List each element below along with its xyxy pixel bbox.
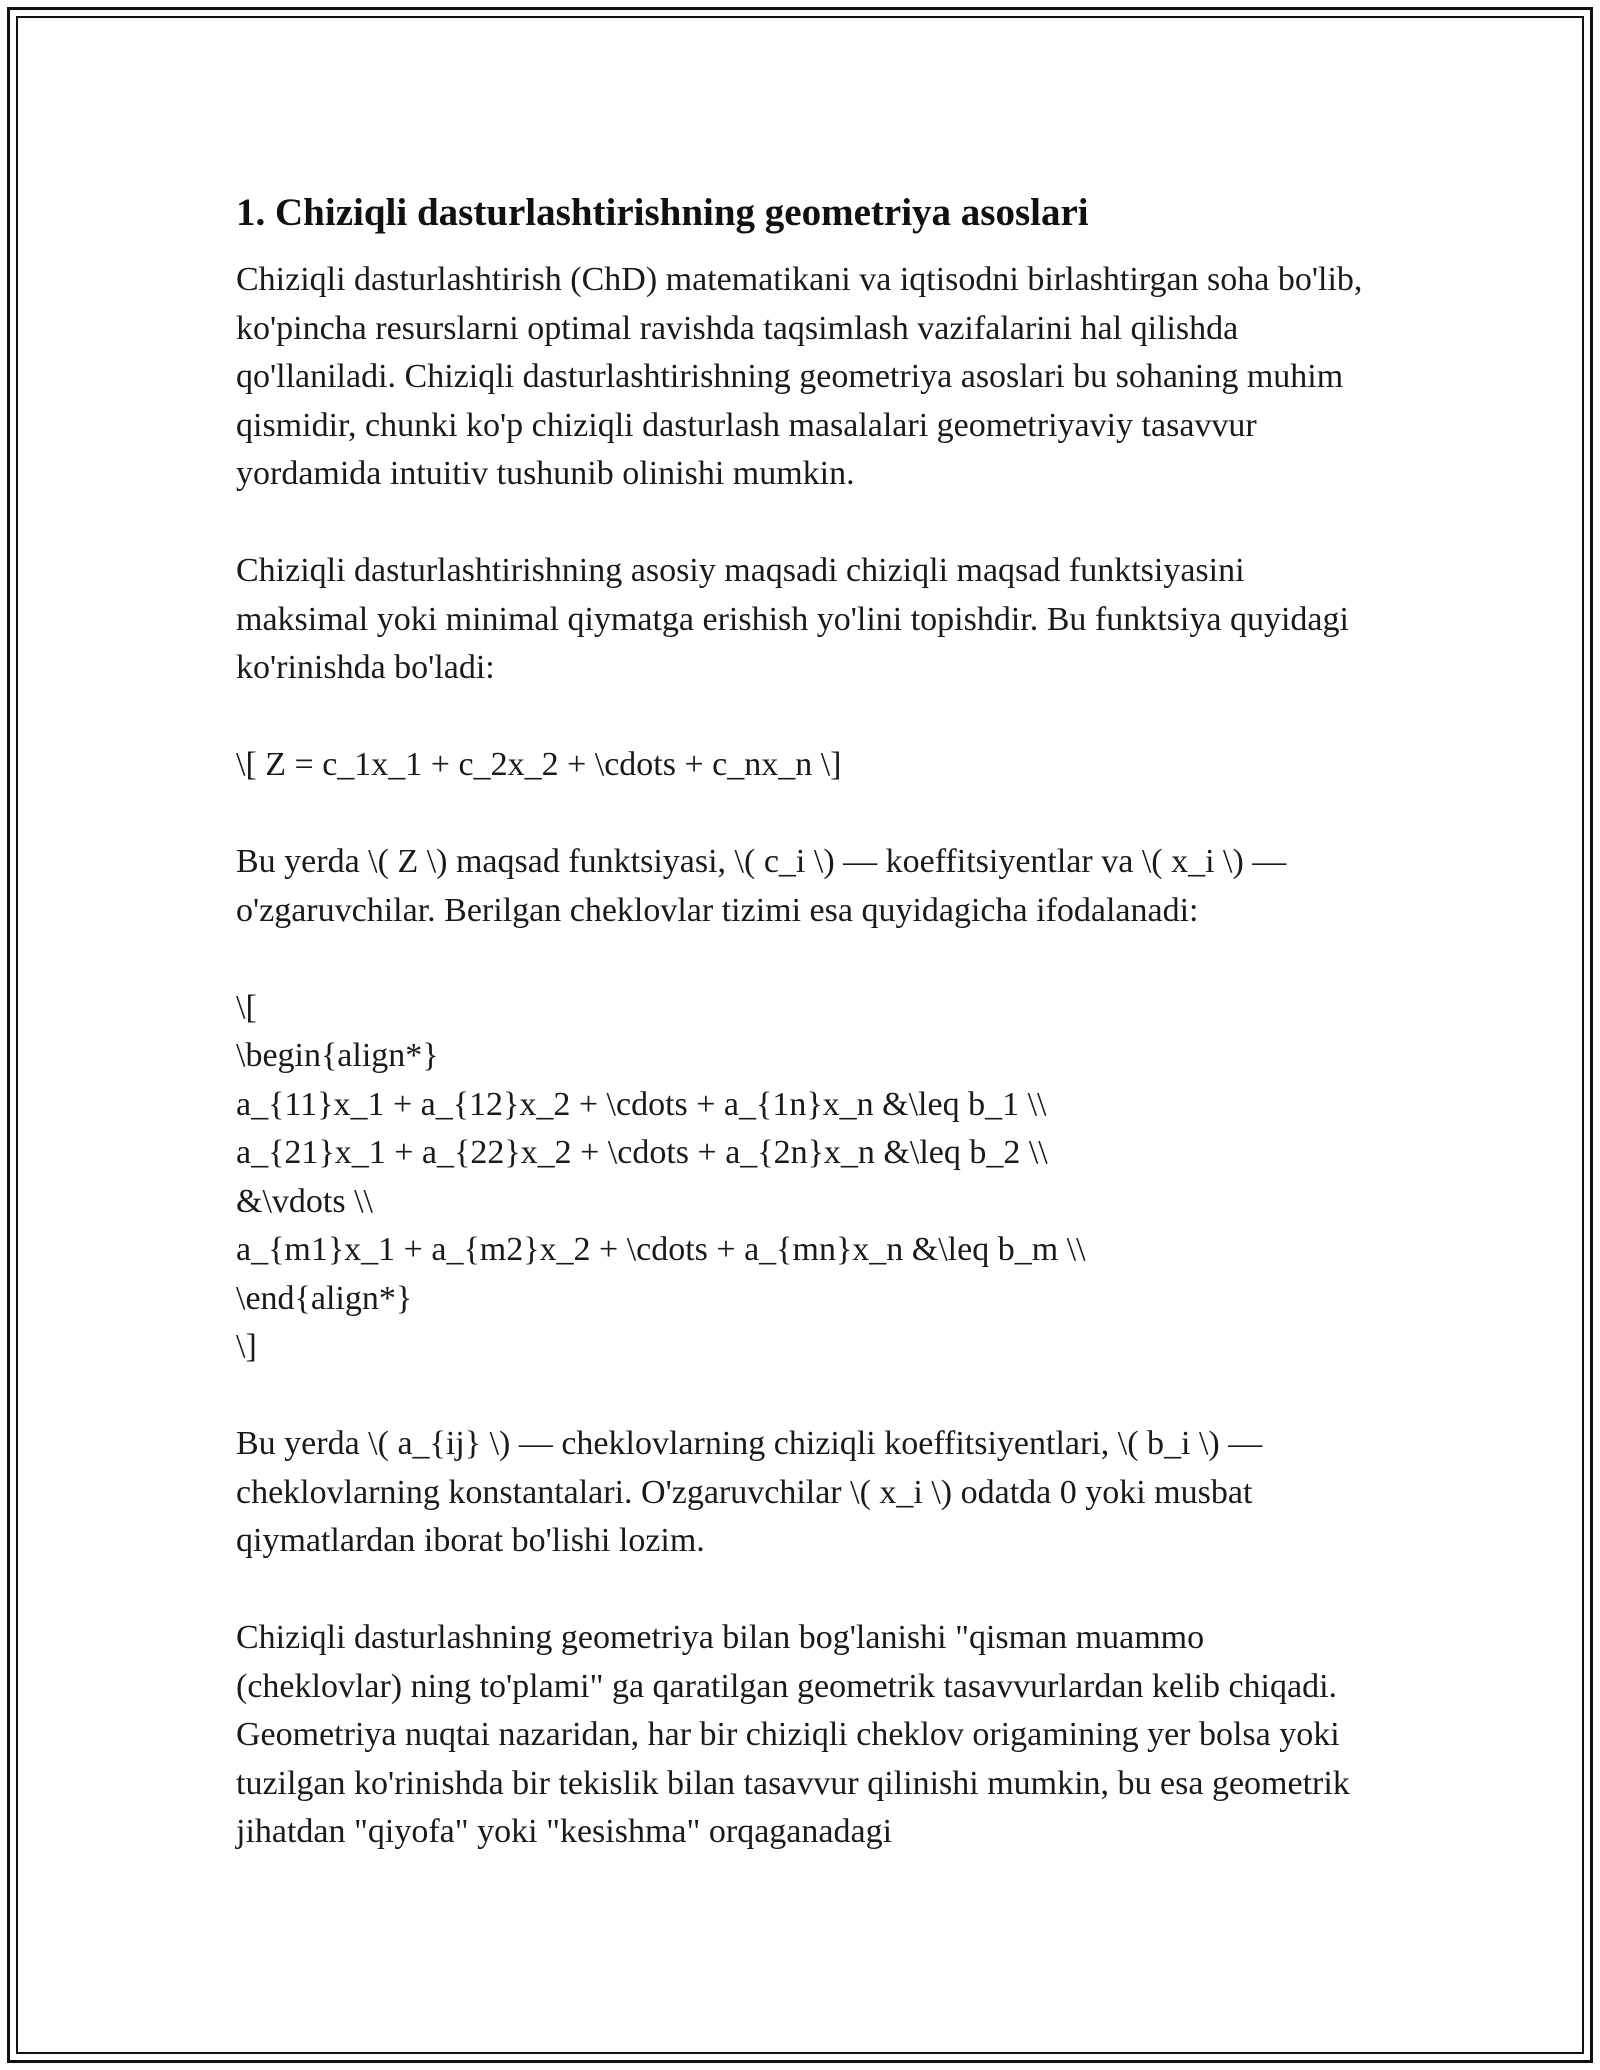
section-heading: 1. Chiziqli dasturlashtirishning geometriya asoslari xyxy=(236,191,1089,234)
formula-objective-function: \[ Z = c_1x_1 + c_2x_2 + \cdots + c_nx_n \] xyxy=(236,746,842,783)
formula-line: a_{11}x_1 + a_{12}x_2 + \cdots + a_{1n}x_n &\leq b_1 \\ xyxy=(236,1085,1047,1123)
paragraph-coefficients: Bu yerda \( a_{ij} \) — cheklovlarning chiziqli koeffitsiyentlari, \( b_i \) — cheklovlarning konstantalari. O'zgaruvchilar \( x_i \) odatda 0 yoki musbat qiymatlardan iborat bo'lishi lozim. xyxy=(236,1425,1263,1559)
formula-line: \end{align*} xyxy=(236,1279,413,1317)
formula-constraints xyxy=(236,984,1366,1372)
formula-line: a_{m1}x_1 + a_{m2}x_2 + \cdots + a_{mn}x_n &\leq b_m \\ xyxy=(236,1231,1086,1268)
formula-line: \] xyxy=(236,1328,257,1365)
formula-line: \begin{align*} xyxy=(236,1037,439,1074)
paragraph-variables: Bu yerda \( Z \) maqsad funktsiyasi, \( c_i \) — koeffitsiyentlar va \( x_i \) — o'zgaruvchilar. Berilgan cheklovlar tizimi esa quyidagicha ifodalanadi: xyxy=(236,843,1287,929)
formula-line: &\vdots \\ xyxy=(236,1182,373,1220)
paragraph-geometry: Chiziqli dasturlashning geometriya bilan bog'lanishi "qisman muammo (cheklovlar) ning to'plami" ga qaratilgan geometrik tasavvurlardan kelib chiqadi. Geometriya nuqtai nazaridan, har bir chiziqli cheklov origamining yer bolsa yoki tuzilgan ko'rinishda bir tekislik bilan tasavvur qilinishi mumkin, bu esa geometrik jihatdan "qiyofa" yoki "kesishma" orqaganadagi xyxy=(236,1619,1350,1850)
formula-line: \[ xyxy=(236,988,257,1026)
paragraph-objective: Chiziqli dasturlashtirishning asosiy maqsadi chiziqli maqsad funktsiyasini maksimal yoki minimal qiymatga erishish yo'lini topishdir. Bu funktsiya quyidagi ko'rinishda bo'ladi: xyxy=(236,552,1349,686)
formula-line: a_{21}x_1 + a_{22}x_2 + \cdots + a_{2n}x_n &\leq b_2 \\ xyxy=(236,1134,1048,1171)
document-body xyxy=(236,186,1366,1857)
paragraph-intro: Chiziqli dasturlashtirish (ChD) matematikani va iqtisodni birlashtirgan soha bo'lib, ko'pincha resurslarni optimal ravishda taqsimlash vazifalarini hal qilishda qo'llaniladi. Chiziqli dasturlashtirishning geometriya asoslari bu sohaning muhim qismidir, chunki ko'p chiziqli dasturlash masalalari geometriyaviy tasavvur yordamida intuitiv tushunib olinishi mumkin. xyxy=(236,261,1363,492)
